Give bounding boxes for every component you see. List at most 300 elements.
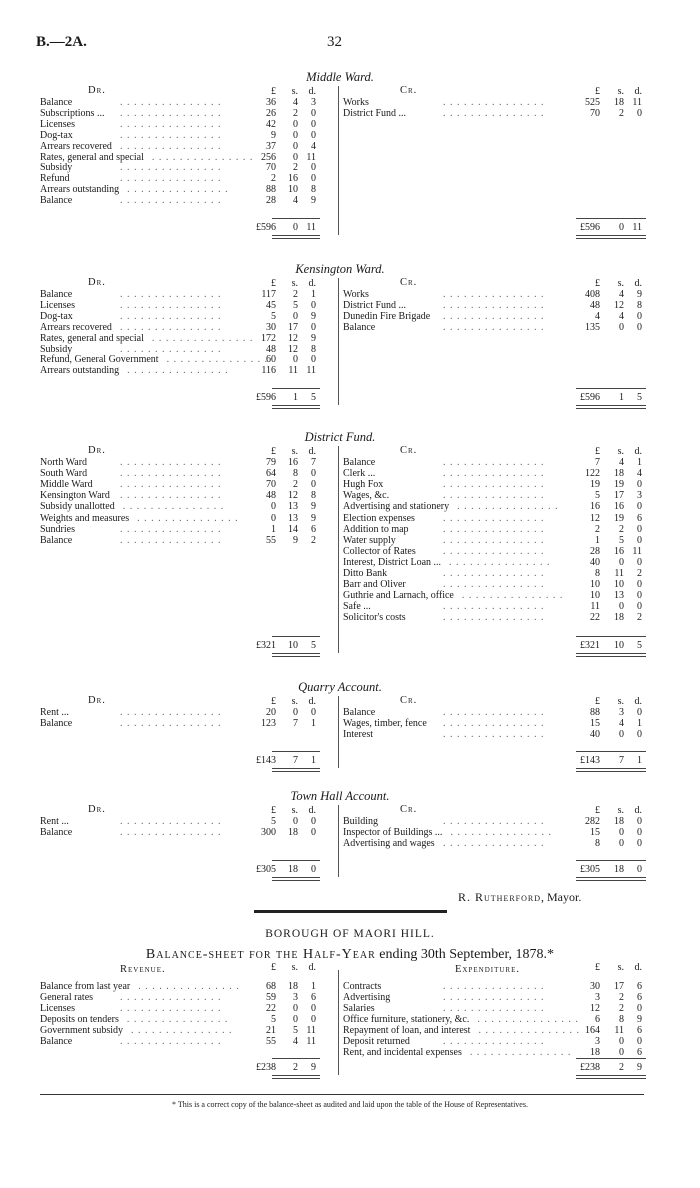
leader-dots: . . . . . . . . . . . . . . . xyxy=(443,568,545,579)
leader-dots: . . . . . . . . . . . . . . . xyxy=(449,556,551,568)
credit-shillings-amount: 4 xyxy=(619,310,624,322)
debit-unit-pound: £ xyxy=(271,446,276,457)
debit-pence-amount: 8 xyxy=(311,184,316,196)
debit-unit-pence: d. xyxy=(308,278,316,289)
credit-pounds-amount: 40 xyxy=(590,729,600,740)
leader-dots: . . . . . . . . . . . . . . . xyxy=(127,365,229,377)
debit-shillings-amount: 0 xyxy=(293,310,298,322)
debit-item-label: Rates, general and special xyxy=(40,332,144,344)
debit-item-label: Dog-tax xyxy=(40,129,73,141)
credit-pounds-amount: 10 xyxy=(590,590,600,602)
debit-total-pence: 1 xyxy=(311,755,316,766)
debit-total-pounds: £305 xyxy=(256,864,276,875)
credit-total-shillings: 2 xyxy=(619,1062,624,1073)
debit-pounds-amount: 48 xyxy=(266,343,276,355)
leader-dots: . . . . . . . . . . . . . . . xyxy=(120,118,222,130)
debit-total-pounds: £238 xyxy=(256,1062,276,1073)
leader-dots: . . . . . . . . . . . . . . . xyxy=(443,321,545,333)
debit-item-label: Sundries xyxy=(40,523,75,535)
debit-item-label: Arrears outstanding xyxy=(40,365,120,377)
credit-pounds-amount: 30 xyxy=(590,981,600,992)
credit-pounds-amount: 408 xyxy=(585,289,600,300)
credit-total-shillings: 0 xyxy=(619,222,624,233)
credit-pounds-amount: 7 xyxy=(595,457,600,468)
leader-dots: . . . . . . . . . . . . . . . xyxy=(443,299,545,311)
credit-pence-amount: 11 xyxy=(632,97,642,108)
account-title: Middle Ward. xyxy=(306,70,374,84)
debit-pence-amount: 0 xyxy=(311,321,316,333)
debit-total-double-rule xyxy=(272,653,320,657)
leader-dots: . . . . . . . . . . . . . . . xyxy=(443,523,545,535)
credit-total-shillings: 18 xyxy=(614,864,624,875)
debit-pence-amount: 8 xyxy=(311,490,316,502)
leader-dots: . . . . . . . . . . . . . . . xyxy=(120,490,222,502)
credit-unit-pound: £ xyxy=(595,805,600,816)
debit-total-pence: 11 xyxy=(306,222,316,233)
credit-pence-amount: 0 xyxy=(637,321,642,333)
debit-pence-amount: 1 xyxy=(311,718,316,729)
debit-total-double-rule xyxy=(272,1075,320,1079)
credit-total-pence: 11 xyxy=(632,222,642,233)
debit-shillings-amount: 2 xyxy=(293,289,298,300)
debit-pence-amount: 9 xyxy=(311,501,316,513)
debit-pounds-amount: 5 xyxy=(271,310,276,322)
leader-dots: . . . . . . . . . . . . . . . xyxy=(443,1036,545,1047)
debit-shillings-amount: 14 xyxy=(288,523,298,535)
debit-shillings-amount: 17 xyxy=(288,321,298,333)
credit-item-label: Addition to map xyxy=(343,523,409,535)
credit-item-label: Election expenses xyxy=(343,512,415,524)
credit-item-label: Wages, &c. xyxy=(343,490,390,502)
credit-unit-pence: d. xyxy=(634,446,642,457)
debit-shillings-amount: 0 xyxy=(293,118,298,130)
debit-item-label: Refund, General Government xyxy=(40,354,159,366)
debit-item-label: Deposits on tenders xyxy=(40,1014,119,1025)
credit-pounds-amount: 88 xyxy=(590,707,600,718)
debit-item-label: Rent ... xyxy=(40,707,69,718)
credit-total-rule xyxy=(576,388,646,389)
debit-item-label: Subsidy xyxy=(40,162,73,174)
credit-item-label: Ditto Bank xyxy=(343,568,388,579)
credit-pounds-amount: 8 xyxy=(595,838,600,849)
debit-total-double-rule xyxy=(272,877,320,881)
leader-dots: . . . . . . . . . . . . . . . xyxy=(477,1014,579,1025)
credit-item-label: Interest xyxy=(343,729,373,740)
debit-heading: Revenue. xyxy=(120,964,166,975)
credit-shillings-amount: 11 xyxy=(614,568,624,579)
credit-shillings-amount: 5 xyxy=(619,534,624,546)
leader-dots: . . . . . . . . . . . . . . . xyxy=(120,140,222,152)
debit-pence-amount: 11 xyxy=(306,1036,316,1047)
debit-pounds-amount: 64 xyxy=(266,468,276,480)
debit-item-label: Balance xyxy=(40,97,73,108)
leader-dots: . . . . . . . . . . . . . . . xyxy=(127,184,229,196)
column-divider xyxy=(338,278,339,405)
leader-dots: . . . . . . . . . . . . . . . xyxy=(443,816,545,827)
debit-pence-amount: 0 xyxy=(311,354,316,366)
credit-total-shillings: 1 xyxy=(619,392,624,403)
debit-pounds-amount: 123 xyxy=(261,718,276,729)
debit-heading: Dr. xyxy=(88,695,106,706)
credit-unit-shilling: s. xyxy=(617,805,624,816)
credit-pence-amount: 0 xyxy=(637,729,642,740)
credit-total-shillings: 10 xyxy=(614,640,624,651)
credit-pounds-amount: 282 xyxy=(585,816,600,827)
credit-pounds-amount: 8 xyxy=(595,568,600,579)
credit-item-label: Collector of Rates xyxy=(343,545,416,557)
credit-pence-amount: 0 xyxy=(637,310,642,322)
leader-dots: . . . . . . . . . . . . . . . xyxy=(120,1003,222,1014)
column-divider xyxy=(338,805,339,877)
account-title: Town Hall Account. xyxy=(290,789,390,803)
credit-total-pounds: £305 xyxy=(580,864,600,875)
debit-total-pounds: £596 xyxy=(256,392,276,403)
debit-heading: Dr. xyxy=(88,804,106,815)
credit-total-pence: 1 xyxy=(637,755,642,766)
debit-item-label: Arrears recovered xyxy=(40,321,112,333)
debit-pence-amount: 0 xyxy=(311,1014,316,1025)
debit-total-rule xyxy=(272,751,320,752)
debit-unit-pound: £ xyxy=(271,962,276,973)
debit-total-shillings: 18 xyxy=(288,864,298,875)
credit-pounds-amount: 15 xyxy=(590,827,600,838)
debit-pounds-amount: 117 xyxy=(261,289,276,300)
credit-pounds-amount: 164 xyxy=(585,1025,600,1036)
credit-unit-pound: £ xyxy=(595,962,600,973)
credit-shillings-amount: 4 xyxy=(619,457,624,468)
credit-shillings-amount: 16 xyxy=(614,545,624,557)
page-number: 32 xyxy=(327,34,342,50)
credit-pence-amount: 0 xyxy=(637,523,642,535)
town-hall-account xyxy=(40,789,642,876)
credit-shillings-amount: 17 xyxy=(614,981,624,992)
account-title: District Fund. xyxy=(304,430,376,444)
credit-pounds-amount: 122 xyxy=(585,468,600,480)
debit-item-label: Rent ... xyxy=(40,816,69,827)
leader-dots: . . . . . . . . . . . . . . . xyxy=(443,718,545,729)
credit-unit-pence: d. xyxy=(634,962,642,973)
credit-pence-amount: 0 xyxy=(637,479,642,491)
debit-unit-pound: £ xyxy=(271,696,276,707)
credit-item-label: Solicitor's costs xyxy=(343,612,406,624)
debit-shillings-amount: 0 xyxy=(293,1003,298,1014)
debit-pounds-amount: 172 xyxy=(261,332,276,344)
debit-shillings-amount: 5 xyxy=(293,299,298,311)
debit-item-label: Balance xyxy=(40,827,73,838)
credit-unit-shilling: s. xyxy=(617,86,624,97)
debit-pounds-amount: 5 xyxy=(271,1014,276,1025)
leader-dots: . . . . . . . . . . . . . . . xyxy=(469,1047,572,1058)
credit-total-double-rule xyxy=(576,653,646,657)
leader-dots: . . . . . . . . . . . . . . . xyxy=(443,579,545,591)
debit-pounds-amount: 22 xyxy=(266,1003,276,1014)
credit-pounds-amount: 1 xyxy=(595,534,600,546)
credit-heading: Cr. xyxy=(400,85,418,96)
credit-total-pounds: £321 xyxy=(580,640,600,651)
debit-pence-amount: 6 xyxy=(311,523,316,535)
debit-total-rule xyxy=(272,218,320,219)
debit-total-pence: 0 xyxy=(311,864,316,875)
footnote-rule xyxy=(40,1094,644,1095)
credit-total-rule xyxy=(576,1058,646,1059)
credit-unit-shilling: s. xyxy=(617,696,624,707)
credit-shillings-amount: 2 xyxy=(619,1003,624,1014)
credit-shillings-amount: 0 xyxy=(619,1036,624,1047)
credit-item-label: Interest, District Loan ... xyxy=(343,556,442,568)
credit-pence-amount: 9 xyxy=(637,1014,642,1025)
debit-shillings-amount: 4 xyxy=(293,97,298,108)
debit-heading: Dr. xyxy=(88,85,106,96)
debit-shillings-amount: 2 xyxy=(293,479,298,491)
debit-unit-pound: £ xyxy=(271,86,276,97)
credit-total-pounds: £238 xyxy=(580,1062,600,1073)
debit-total-pence: 5 xyxy=(311,640,316,651)
debit-item-label: Rates, general and special xyxy=(40,151,144,163)
credit-item-label: District Fund ... xyxy=(343,299,407,311)
credit-pounds-amount: 6 xyxy=(595,1014,600,1025)
kensington-ward-account xyxy=(40,262,642,404)
debit-item-label: Arrears recovered xyxy=(40,140,112,152)
credit-total-double-rule xyxy=(576,1075,646,1079)
debit-pence-amount: 11 xyxy=(306,151,316,163)
debit-pounds-amount: 20 xyxy=(266,707,276,718)
debit-total-rule xyxy=(272,860,320,861)
leader-dots: . . . . . . . . . . . . . . . xyxy=(443,612,545,624)
debit-heading: Dr. xyxy=(88,277,106,288)
credit-pence-amount: 9 xyxy=(637,289,642,300)
debit-pounds-amount: 45 xyxy=(266,299,276,311)
credit-total-pounds: £596 xyxy=(580,222,600,233)
leader-dots: . . . . . . . . . . . . . . . xyxy=(443,107,545,119)
debit-shillings-amount: 4 xyxy=(293,195,298,207)
debit-pence-amount: 9 xyxy=(311,310,316,322)
credit-unit-pence: d. xyxy=(634,86,642,97)
credit-pounds-amount: 3 xyxy=(595,1036,600,1047)
debit-total-shillings: 1 xyxy=(293,392,298,403)
credit-item-label: Wages, timber, fence xyxy=(343,718,427,729)
debit-pounds-amount: 36 xyxy=(266,97,276,108)
credit-shillings-amount: 2 xyxy=(619,107,624,119)
credit-shillings-amount: 0 xyxy=(619,838,624,849)
leader-dots: . . . . . . . . . . . . . . . xyxy=(122,501,225,513)
debit-pence-amount: 0 xyxy=(311,107,316,119)
debit-pence-amount: 11 xyxy=(306,1025,316,1036)
debit-total-pounds: £143 xyxy=(256,755,276,766)
debit-shillings-amount: 13 xyxy=(288,501,298,513)
credit-pence-amount: 11 xyxy=(632,545,642,557)
debit-pounds-amount: 59 xyxy=(266,992,276,1003)
debit-pounds-amount: 30 xyxy=(266,321,276,333)
credit-shillings-amount: 19 xyxy=(614,512,624,524)
leader-dots: . . . . . . . . . . . . . . . xyxy=(120,707,222,718)
debit-unit-pound: £ xyxy=(271,805,276,816)
page-ref: B.—2A. xyxy=(36,34,87,50)
leader-dots: . . . . . . . . . . . . . . . xyxy=(120,1036,222,1047)
credit-item-label: Barr and Oliver xyxy=(343,579,406,591)
debit-item-label: Balance from last year xyxy=(40,981,131,992)
debit-pence-amount: 0 xyxy=(311,479,316,491)
debit-pounds-amount: 55 xyxy=(266,1036,276,1047)
debit-shillings-amount: 11 xyxy=(288,365,298,377)
debit-pounds-amount: 37 xyxy=(266,140,276,152)
leader-dots: . . . . . . . . . . . . . . . xyxy=(443,479,545,491)
credit-shillings-amount: 0 xyxy=(619,827,624,838)
credit-shillings-amount: 0 xyxy=(619,729,624,740)
debit-pence-amount: 0 xyxy=(311,468,316,480)
credit-pounds-amount: 19 xyxy=(590,479,600,491)
credit-total-pence: 5 xyxy=(637,640,642,651)
credit-pounds-amount: 12 xyxy=(590,512,600,524)
column-divider xyxy=(338,970,339,1075)
credit-total-pence: 9 xyxy=(637,1062,642,1073)
credit-total-rule xyxy=(576,860,646,861)
leader-dots: . . . . . . . . . . . . . . . xyxy=(151,151,254,163)
leader-dots: . . . . . . . . . . . . . . . xyxy=(443,1003,545,1014)
credit-pounds-amount: 10 xyxy=(590,579,600,591)
debit-item-label: Government subsidy xyxy=(40,1025,124,1036)
credit-shillings-amount: 8 xyxy=(619,1014,624,1025)
credit-item-label: District Fund ... xyxy=(343,107,407,119)
leader-dots: . . . . . . . . . . . . . . . xyxy=(450,827,552,838)
debit-total-rule xyxy=(272,388,320,389)
credit-pounds-amount: 135 xyxy=(585,321,600,333)
debit-shillings-amount: 0 xyxy=(293,354,298,366)
credit-pounds-amount: 11 xyxy=(590,601,600,613)
credit-pounds-amount: 28 xyxy=(590,545,600,557)
account-title: Quarry Account. xyxy=(298,680,382,694)
credit-item-label: Building xyxy=(343,816,379,827)
debit-total-double-rule xyxy=(272,235,320,239)
credit-pounds-amount: 48 xyxy=(590,299,600,311)
credit-shillings-amount: 17 xyxy=(614,490,624,502)
credit-heading: Cr. xyxy=(400,445,418,456)
credit-unit-shilling: s. xyxy=(617,962,624,973)
leader-dots: . . . . . . . . . . . . . . . xyxy=(120,468,222,480)
debit-item-label: Refund xyxy=(40,173,70,185)
debit-shillings-amount: 0 xyxy=(293,129,298,141)
credit-item-label: Safe ... xyxy=(343,601,371,613)
credit-item-label: Advertising xyxy=(343,992,391,1003)
leader-dots: . . . . . . . . . . . . . . . xyxy=(120,718,222,729)
quarry-account xyxy=(40,680,642,767)
debit-unit-pence: d. xyxy=(308,805,316,816)
credit-item-label: Works xyxy=(343,289,369,300)
credit-pence-amount: 0 xyxy=(637,579,642,591)
credit-shillings-amount: 0 xyxy=(619,601,624,613)
debit-pence-amount: 0 xyxy=(311,118,316,130)
leader-dots: . . . . . . . . . . . . . . . xyxy=(443,468,545,480)
leader-dots: . . . . . . . . . . . . . . . xyxy=(137,512,239,524)
credit-item-label: Repayment of loan, and interest xyxy=(343,1025,471,1036)
credit-item-label: Dunedin Fire Brigade xyxy=(343,310,431,322)
debit-pounds-amount: 0 xyxy=(271,501,276,513)
leader-dots: . . . . . . . . . . . . . . . xyxy=(120,299,222,311)
credit-shillings-amount: 18 xyxy=(614,468,624,480)
credit-pence-amount: 0 xyxy=(637,534,642,546)
section-divider xyxy=(254,910,447,913)
debit-shillings-amount: 4 xyxy=(293,1036,298,1047)
debit-unit-shilling: s. xyxy=(291,805,298,816)
debit-pence-amount: 1 xyxy=(311,981,316,992)
credit-shillings-amount: 0 xyxy=(619,321,624,333)
leader-dots: . . . . . . . . . . . . . . . xyxy=(120,289,222,300)
debit-shillings-amount: 16 xyxy=(288,173,298,185)
debit-total-shillings: 0 xyxy=(293,222,298,233)
debit-item-label: Balance xyxy=(40,1036,73,1047)
debit-total-shillings: 2 xyxy=(293,1062,298,1073)
debit-pence-amount: 1 xyxy=(311,289,316,300)
debit-unit-pence: d. xyxy=(308,446,316,457)
credit-pence-amount: 3 xyxy=(637,490,642,502)
debit-pence-amount: 7 xyxy=(311,457,316,468)
credit-total-shillings: 7 xyxy=(619,755,624,766)
credit-pence-amount: 8 xyxy=(637,299,642,311)
debit-unit-shilling: s. xyxy=(291,278,298,289)
debit-shillings-amount: 13 xyxy=(288,512,298,524)
credit-total-double-rule xyxy=(576,405,646,409)
credit-unit-pence: d. xyxy=(634,278,642,289)
credit-pounds-amount: 2 xyxy=(595,523,600,535)
debit-pounds-amount: 26 xyxy=(266,107,276,119)
column-divider xyxy=(338,86,339,235)
debit-total-rule xyxy=(272,1058,320,1059)
credit-shillings-amount: 2 xyxy=(619,992,624,1003)
credit-unit-pound: £ xyxy=(595,696,600,707)
debit-item-label: Kensington Ward xyxy=(40,490,110,502)
balance-sheet-title-rest: ending 30th September, 1878.* xyxy=(375,947,555,962)
credit-item-label: Rent, and incidental expenses xyxy=(343,1047,462,1058)
debit-pence-amount: 11 xyxy=(306,365,316,377)
debit-total-pence: 9 xyxy=(311,1062,316,1073)
credit-heading: Cr. xyxy=(400,695,418,706)
credit-shillings-amount: 13 xyxy=(614,590,624,602)
debit-pounds-amount: 256 xyxy=(261,151,276,163)
leader-dots: . . . . . . . . . . . . . . . xyxy=(478,1025,580,1036)
debit-pounds-amount: 2 xyxy=(271,173,276,185)
debit-item-label: Licenses xyxy=(40,299,75,311)
credit-item-label: Works xyxy=(343,97,369,108)
column-divider xyxy=(338,446,339,653)
debit-unit-shilling: s. xyxy=(291,696,298,707)
credit-pence-amount: 0 xyxy=(637,590,642,602)
leader-dots: . . . . . . . . . . . . . . . xyxy=(120,523,222,535)
credit-unit-shilling: s. xyxy=(617,446,624,457)
leader-dots: . . . . . . . . . . . . . . . xyxy=(131,1025,233,1036)
debit-shillings-amount: 5 xyxy=(293,1025,298,1036)
debit-shillings-amount: 16 xyxy=(288,457,298,468)
credit-item-label: Advertising and stationery xyxy=(343,501,450,513)
credit-pence-amount: 1 xyxy=(637,718,642,729)
credit-pence-amount: 0 xyxy=(637,838,642,849)
credit-shillings-amount: 0 xyxy=(619,556,624,568)
debit-item-label: Subsidy unallotted xyxy=(40,501,115,513)
debit-item-label: Licenses xyxy=(40,118,75,130)
leader-dots: . . . . . . . . . . . . . . . xyxy=(120,97,222,108)
credit-pence-amount: 0 xyxy=(637,827,642,838)
credit-unit-pound: £ xyxy=(595,278,600,289)
debit-pence-amount: 6 xyxy=(311,992,316,1003)
leader-dots: . . . . . . . . . . . . . . . xyxy=(443,707,545,718)
debit-item-label: Balance xyxy=(40,534,73,546)
debit-total-double-rule xyxy=(272,768,320,772)
debit-pounds-amount: 60 xyxy=(266,354,276,366)
debit-pounds-amount: 48 xyxy=(266,490,276,502)
debit-shillings-amount: 0 xyxy=(293,816,298,827)
credit-pence-amount: 0 xyxy=(637,816,642,827)
credit-pence-amount: 6 xyxy=(637,512,642,524)
credit-unit-pound: £ xyxy=(595,446,600,457)
debit-pence-amount: 9 xyxy=(311,332,316,344)
